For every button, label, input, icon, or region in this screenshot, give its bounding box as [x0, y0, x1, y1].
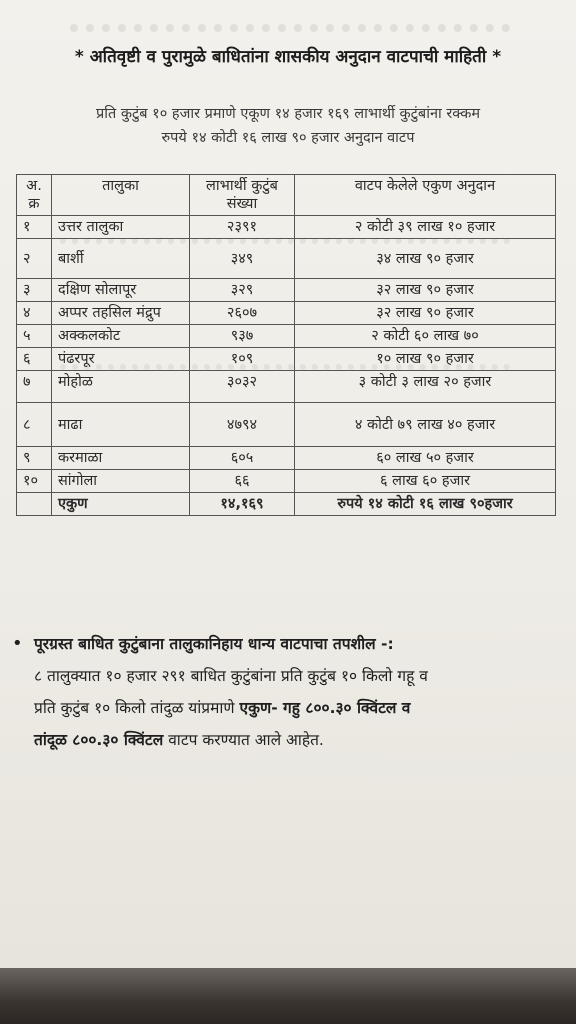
cell-beneficiaries: ३४९ [190, 239, 295, 279]
cell-sr: ६ [17, 348, 52, 371]
cell-grant: ३ कोटी ३ लाख २० हजार [295, 371, 556, 403]
summary-line-2: रुपये १४ कोटी १६ लाख ९० हजार अनुदान वाटप [161, 130, 415, 146]
cell-taluka: अप्पर तहसिल मंद्रुप [52, 302, 190, 325]
cell-beneficiaries: २३९१ [190, 216, 295, 239]
cell-beneficiaries: २६०७ [190, 302, 295, 325]
table-row [17, 279, 556, 302]
grain-line-2-normal: प्रति कुटुंब १० किलो तांदुळ यांप्रमाणे [34, 699, 235, 717]
grain-line-2 [34, 692, 544, 724]
table-row [17, 447, 556, 470]
grain-line-2-bold: एकुण- गहु ८००.३० क्विंटल व [239, 699, 411, 717]
cell-sr: १ [17, 216, 52, 239]
cell-beneficiaries: ४७९४ [190, 403, 295, 447]
grain-line-3-normal: वाटप करण्यात आले आहेत. [168, 731, 324, 749]
cell-taluka: बार्शी [52, 239, 190, 279]
bullet-icon: • [12, 633, 23, 654]
summary-paragraph [24, 102, 552, 150]
page-heading: * अतिवृष्टी व पुरामुळे बाधितांना शासकीय अनुदान वाटपाची माहिती * [74, 47, 502, 67]
grain-distribution-section [12, 628, 544, 756]
grain-title: पूरग्रस्त बाधित कुटुंबाना तालुकानिहाय धान्य वाटपाचा तपशील -: [34, 635, 394, 653]
total-grant: रुपये १४ कोटी १६ लाख ९०हजार [295, 493, 556, 516]
cell-beneficiaries: ६०५ [190, 447, 295, 470]
cell-sr: ५ [17, 325, 52, 348]
cell-beneficiaries: ३२९ [190, 279, 295, 302]
header-sr: अ. क्र [17, 175, 52, 216]
table-row [17, 239, 556, 279]
header-taluka: तालुका [52, 175, 190, 216]
table-total-row [17, 493, 556, 516]
cell-taluka: अक्कलकोट [52, 325, 190, 348]
cell-sr-empty [17, 493, 52, 516]
cell-grant: ४ कोटी ७९ लाख ४० हजार [295, 403, 556, 447]
table-row [17, 371, 556, 403]
cell-taluka: करमाळा [52, 447, 190, 470]
header-grant: वाटप केलेले एकुण अनुदान [295, 175, 556, 216]
cell-sr: ८ [17, 403, 52, 447]
cell-beneficiaries: ९३७ [190, 325, 295, 348]
summary-line-1: प्रति कुटुंब १० हजार प्रमाणे एकूण १४ हजार १६९ लाभार्थी कुटुंबांना रक्कम [95, 106, 481, 122]
cell-taluka: दक्षिण सोलापूर [52, 279, 190, 302]
cell-grant: ६० लाख ५० हजार [295, 447, 556, 470]
table-row [17, 470, 556, 493]
grain-line-3 [34, 724, 544, 756]
table-row [17, 348, 556, 371]
cell-beneficiaries: ३०३२ [190, 371, 295, 403]
grain-line-3-bold: तांदूळ ८००.३० क्विंटल [34, 731, 164, 749]
cell-sr: ९ [17, 447, 52, 470]
table-header-row [17, 175, 556, 216]
cell-taluka: माढा [52, 403, 190, 447]
header-beneficiaries: लाभार्थी कुटुंब संख्या [190, 175, 295, 216]
cell-grant: ३२ लाख ९० हजार [295, 302, 556, 325]
table-row [17, 302, 556, 325]
cell-grant: १० लाख ९० हजार [295, 348, 556, 371]
cell-taluka: सांगोला [52, 470, 190, 493]
cell-sr: ७ [17, 371, 52, 403]
cell-beneficiaries: १०९ [190, 348, 295, 371]
cell-sr: १० [17, 470, 52, 493]
cell-taluka: मोहोळ [52, 371, 190, 403]
total-beneficiaries: १४,१६९ [190, 493, 295, 516]
cell-grant: २ कोटी ६० लाख ७० [295, 325, 556, 348]
cell-taluka: पंढरपूर [52, 348, 190, 371]
cell-grant: २ कोटी ३९ लाख १० हजार [295, 216, 556, 239]
cell-sr: ३ [17, 279, 52, 302]
cell-taluka: उत्तर तालुका [52, 216, 190, 239]
total-label: एकुण [52, 493, 190, 516]
bleed-through-top [70, 10, 510, 32]
cell-grant: ३२ लाख ९० हजार [295, 279, 556, 302]
cell-grant: ६ लाख ६० हजार [295, 470, 556, 493]
cell-sr: २ [17, 239, 52, 279]
table-row [17, 325, 556, 348]
photo-bottom-shadow [0, 968, 576, 1024]
table-row [17, 216, 556, 239]
grain-line-1: ८ तालुक्यात १० हजार २९१ बाधित कुटुंबांना प्रति कुटुंब १० किलो गहू व [34, 667, 428, 685]
cell-beneficiaries: ६६ [190, 470, 295, 493]
grant-table [16, 174, 556, 516]
table-row [17, 403, 556, 447]
cell-sr: ४ [17, 302, 52, 325]
cell-grant: ३४ लाख ९० हजार [295, 239, 556, 279]
